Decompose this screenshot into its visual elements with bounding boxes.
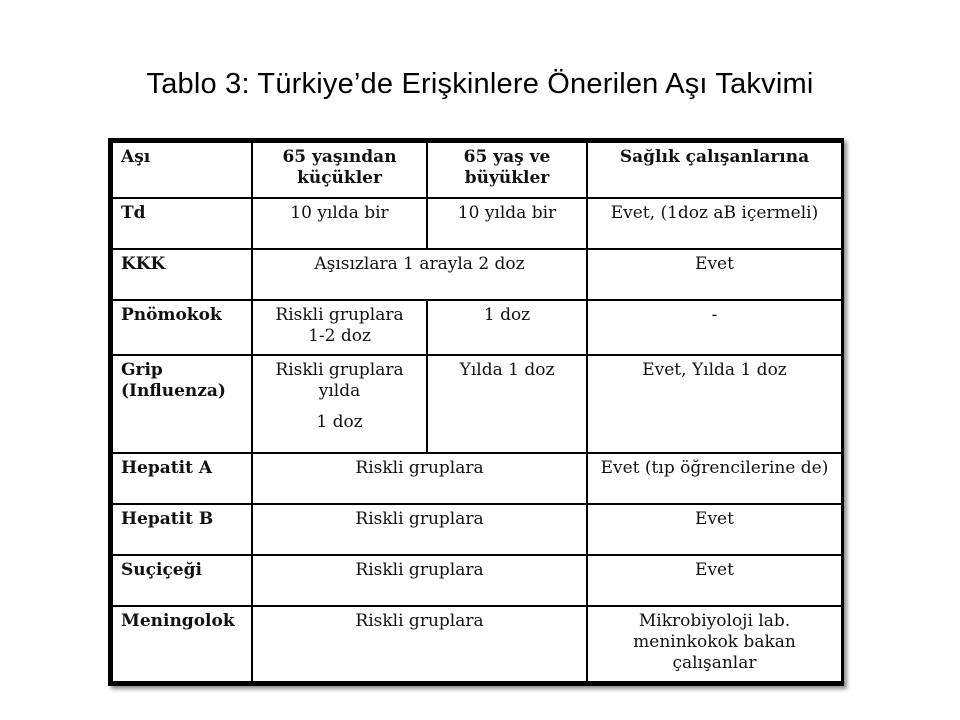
row-label: Meningolok	[112, 606, 252, 682]
cell-health-workers: Evet (tıp öğrencilerine de)	[587, 453, 842, 504]
header-cell-under65: 65 yaşından küçükler	[252, 142, 427, 198]
cell-over65: Yılda 1 doz	[427, 355, 587, 453]
cell-line: yılda	[318, 381, 361, 401]
cell-line: çalışanlar	[672, 653, 757, 673]
cell-health-workers: Evet, (1doz aB içermeli)	[587, 198, 842, 249]
table-row-hepatit-b	[112, 504, 842, 555]
cell-health-workers: -	[587, 300, 842, 355]
table-row-meningolok	[112, 606, 842, 682]
cell-all-ages: Riskli gruplara	[252, 555, 587, 606]
table-row-grip	[112, 355, 842, 453]
cell-health-workers: Evet	[587, 249, 842, 300]
cell-all-ages: Aşısızlara 1 arayla 2 doz	[252, 249, 587, 300]
row-label: Hepatit A	[112, 453, 252, 504]
cell-over65: 10 yılda bir	[427, 198, 587, 249]
table-row-hepatit-a	[112, 453, 842, 504]
cell-all-ages: Riskli gruplara	[252, 606, 587, 682]
row-label: Suçiçeği	[112, 555, 252, 606]
cell-line: 1 doz	[316, 412, 363, 432]
cell-line: Mikrobiyoloji lab.	[638, 611, 791, 631]
table-row-kkk	[112, 249, 842, 300]
table-row-td	[112, 198, 842, 249]
cell-all-ages: Riskli gruplara	[252, 453, 587, 504]
cell-line: Riskli gruplara	[275, 305, 404, 325]
header-cell-vaccine: Aşı	[112, 142, 252, 198]
row-label: Pnömokok	[112, 300, 252, 355]
cell-health-workers: Evet, Yılda 1 doz	[587, 355, 842, 453]
table-row-sucicegi	[112, 555, 842, 606]
table	[111, 141, 843, 683]
row-label: Td	[112, 198, 252, 249]
slide-title: Tablo 3: Türkiye’de Erişkinlere Önerilen Aşı Takvimi	[146, 68, 814, 100]
cell-health-workers: Evet	[587, 555, 842, 606]
row-label-line: Grip	[121, 360, 163, 380]
cell-over65: 1 doz	[427, 300, 587, 355]
header-cell-over65: 65 yaş ve büyükler	[427, 142, 587, 198]
cell-line: Riskli gruplara	[275, 360, 404, 380]
row-label	[112, 355, 252, 453]
row-label-line: (Influenza)	[121, 381, 226, 401]
cell-under65: 10 yılda bir	[252, 198, 427, 249]
row-label: Hepatit B	[112, 504, 252, 555]
table-header-row	[112, 142, 842, 198]
cell-under65	[252, 300, 427, 355]
cell-all-ages: Riskli gruplara	[252, 504, 587, 555]
header-cell-health-workers: Sağlık çalışanlarına	[587, 142, 842, 198]
cell-line: 1-2 doz	[308, 326, 371, 346]
cell-health-workers	[587, 606, 842, 682]
cell-health-workers: Evet	[587, 504, 842, 555]
cell-under65	[252, 355, 427, 453]
table-row-pnomokok	[112, 300, 842, 355]
row-label: KKK	[112, 249, 252, 300]
cell-line: meninkokok bakan	[633, 632, 796, 652]
vaccine-schedule-table	[108, 138, 844, 686]
